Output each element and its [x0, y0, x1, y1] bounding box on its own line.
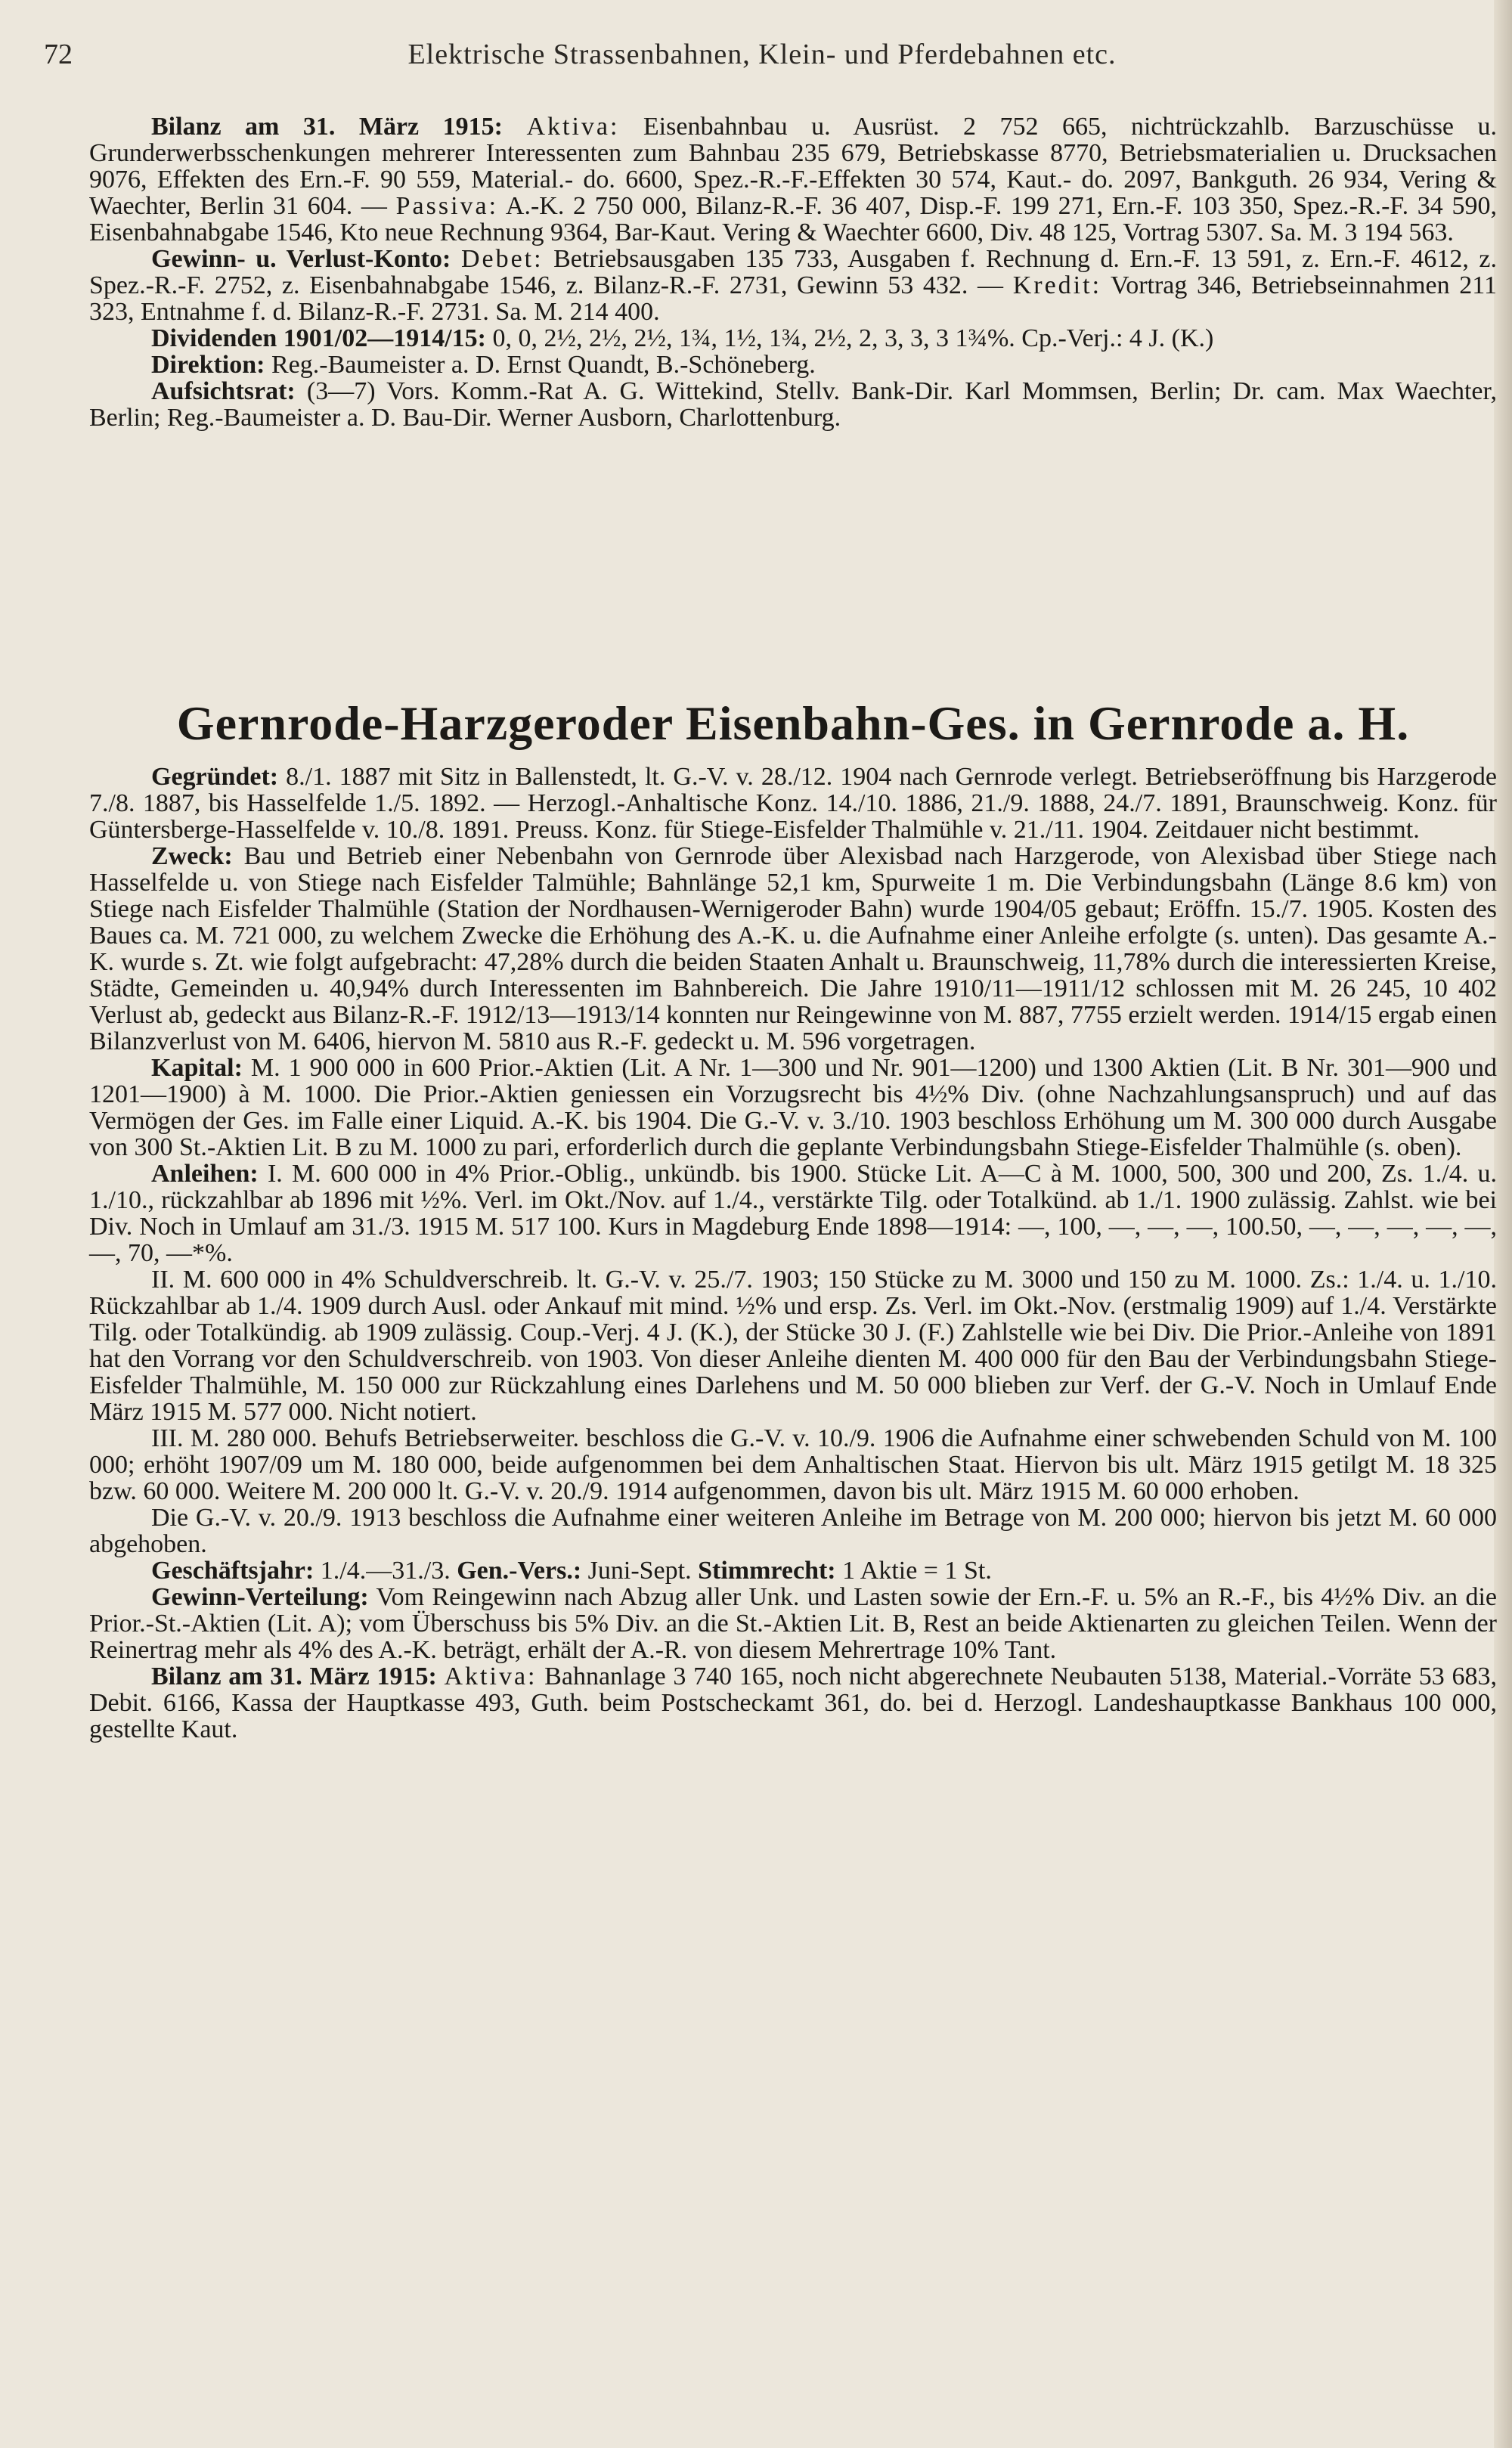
- paragraph-dividenden: Dividenden 1901/02—1914/15: 0, 0, 2½, 2½, 2½, 1¾, 1½, 1¾, 2½, 2, 3, 3, 3 1¾%. Cp.-Verj.: 4 J. (K.): [151, 324, 1214, 352]
- page-header: [44, 33, 1480, 79]
- paragraph-bilanz-1915: Bilanz am 31. März 1915: Aktiva: Bahnanlage 3 740 165, noch nicht abgerechnete Neubauten 5138, Material.-Vorräte 53 683, Debit. 6166, Kassa der Hauptkasse 493, Guth. beim Postscheckamt 361, do. bei d. Herzogl. Landeshauptkasse Bankhaus 100 000, gestellte Kaut.: [89, 1662, 1497, 1743]
- paragraph-gegruendet: Gegründet: 8./1. 1887 mit Sitz in Ballenstedt, lt. G.-V. v. 28./12. 1904 nach Gernrode verlegt. Betriebseröffnung bis Harzgerode 7./8. 1887, bis Hasselfelde 1./5. 1892. — Herzogl.-Anhaltische Konz. 14./10. 1886, 21./9. 1888, 24./7. 1891, Braunschweig. Konz. für Güntersberge-Hasselfelde v. 10./8. 1891. Preuss. Konz. für Stiege-Eisfelder Thalmühle v. 21./11. 1904. Zeitdauer nicht bestimmt.: [89, 763, 1497, 844]
- running-title: Elektrische Strassenbahnen, Klein- und Pferdebahnen etc.: [407, 39, 1117, 70]
- paragraph-direktion: Direktion: Reg.-Baumeister a. D. Ernst Quandt, B.-Schöneberg.: [151, 351, 816, 379]
- page-number: 72: [44, 39, 73, 70]
- paragraph-anleihe-ii: II. M. 600 000 in 4% Schuldverschreib. lt. G.-V. v. 25./7. 1903; 150 Stücke zu M. 3000 und 150 zu M. 1000. Zs.: 1./4. u. 1./10. Rückzahlbar ab 1./4. 1909 durch Ausl. oder Ankauf mit mind. ½% und ersp. Zs. Verl. im Okt.-Nov. (erstmalig 1909) auf 1./4. Verstärkte Tilg. oder Totalkündig. ab 1909 zulässig. Coup.-Verj. 4 J. (K.), der Stücke 30 J. (F.) Zahlstelle wie bei Div. Die Prior.-Anleihe von 1891 hat den Vorrang vor den Schuldverschreib. von 1903. Von dieser Anleihe dienten M. 400 000 für den Bau der Verbindungsbahn Stiege-Eisfelder Thalmühle, M. 150 000 zur Rückzahlung eines Darlehens und M. 50 000 blieben zur Verf. der G.-V. Noch in Umlauf Ende März 1915 M. 577 000. Nicht notiert.: [89, 1266, 1497, 1426]
- paragraph-anleihen: Anleihen: I. M. 600 000 in 4% Prior.-Oblig., unkündb. bis 1900. Stücke Lit. A—C à M. 1000, 500, 300 und 200, Zs. 1./4. u. 1./10., rückzahlbar ab 1896 mit ½%. Verl. im Okt./Nov. auf 1./4., verstärkte Tilg. oder Totalkünd. ab 1./1. 1900 zulässig. Zahlst. wie bei Div. Noch in Umlauf am 31./3. 1915 M. 517 100. Kurs in Magdeburg Ende 1898—1914: —, 100, —, —, —, 100.50, —, —, —, —, —, —, 70, —*%.: [89, 1160, 1497, 1267]
- paragraph-zweck: Zweck: Bau und Betrieb einer Nebenbahn von Gernrode über Alexisbad nach Harzgerode, von Alexisbad über Stiege nach Hasselfelde u. von Stiege nach Eisfelder Talmühle; Bahnlänge 52,1 km, Spurweite 1 m. Die Verbindungsbahn (Länge 8.6 km) von Stiege nach Eisfelder Thalmühle (Station der Nordhausen-Wernigeroder Bahn) wurde 1904/05 gebaut; Eröffn. 15./7. 1905. Kosten des Baues ca. M. 721 000, zu welchem Zwecke die Erhöhung des A.-K. u. die Aufnahme einer Anleihe erfolgte (s. unten). Das gesamte A.-K. wurde s. Zt. wie folgt aufgebracht: 47,28% durch die beiden Staaten Anhalt u. Braunschweig, 11,78% durch die interessierten Kreise, Städte, Gemeinden u. 40,94% durch Interessenten im Bahnbereich. Die Jahre 1910/11—1911/12 schlossen mit M. 26 245, 10 402 Verlust ab, gedeckt aus Bilanz-R.-F. 1912/13—1913/14 konnten nur Reingewinne von M. 887, 7755 erzielt werden. 1914/15 ergab einen Bilanzverlust von M. 6406, hiervon M. 5810 aus R.-F. gedeckt u. M. 596 vorgetragen.: [89, 842, 1497, 1055]
- section-previous-company: [89, 113, 1497, 431]
- section-gernrode-harzgeroder: [89, 764, 1497, 1743]
- paragraph-gewinn-verteilung: Gewinn-Verteilung: Vom Reingewinn nach Abzug aller Unk. und Lasten sowie der Ern.-F. u. 5% an R.-F., bis 4½% Div. an die Prior.-St.-Aktien (Lit. A); vom Überschuss bis 5% Div. an die St.-Aktien Lit. B, Rest an beide Aktienarten zu gleichen Teilen. Wenn der Reinertrag mehr als 4% des A.-K. beträgt, erhält der A.-R. von diesem Mehrertrage 10% Tant.: [89, 1583, 1497, 1664]
- paragraph-geschaeftsjahr: Geschäftsjahr: 1./4.—31./3. Gen.-Vers.: Juni-Sept. Stimmrecht: 1 Aktie = 1 St.: [151, 1557, 992, 1585]
- paragraph-anleihe-1913: Die G.-V. v. 20./9. 1913 beschloss die Aufnahme einer weiteren Anleihe im Betrage von M. 200 000; hiervon bis jetzt M. 60 000 abgehoben.: [89, 1504, 1497, 1558]
- paragraph-gewinn-verlust: Gewinn- u. Verlust-Konto: Debet: Betriebsausgaben 135 733, Ausgaben f. Rechnung d. Ern.-F. 13 591, z. Ern.-F. 4612, z. Spez.-R.-F. 2752, z. Eisenbahnabgabe 1546, z. Bilanz-R.-F. 2731, Gewinn 53 432. — Kredit: Vortrag 346, Betriebseinnahmen 211 323, Entnahme f. d. Bilanz-R.-F. 2731. Sa. M. 214 400.: [89, 245, 1498, 326]
- paragraph-aufsichtsrat: Aufsichtsrat: (3—7) Vors. Komm.-Rat A. G. Wittekind, Stellv. Bank-Dir. Karl Mommsen, Berlin; Dr. cam. Max Waechter, Berlin; Reg.-Baumeister a. D. Bau-Dir. Werner Ausborn, Charlottenburg.: [89, 377, 1497, 432]
- paragraph-anleihe-iii: III. M. 280 000. Behufs Betriebserweiter. beschloss die G.-V. v. 10./9. 1906 die Aufnahme einer schwebenden Schuld von M. 100 000; erhöht 1907/09 um M. 180 000, beide aufgenommen bei dem Anhaltischen Staat. Hiervon bis ult. März 1915 getilgt M. 18 325 bzw. 60 000. Weitere M. 200 000 lt. G.-V. v. 20./9. 1914 aufgenommen, davon bis ult. März 1915 M. 60 000 erhoben.: [89, 1424, 1497, 1505]
- company-title: Gernrode-Harzgeroder Eisenbahn-Ges. in Gernrode a. H.: [176, 696, 1410, 750]
- paragraph-kapital: Kapital: M. 1 900 000 in 600 Prior.-Aktien (Lit. A Nr. 1—300 und Nr. 901—1200) und 1300 Aktien (Lit. B Nr. 301—900 und 1201—1900) à M. 1000. Die Prior.-Aktien geniessen ein Vorzugsrecht bis 4½% Div. (ohne Nachzahlungsanspruch) und auf das Vermögen der Ges. im Falle einer Liquid. A.-K. bis 1904. Die G.-V. v. 3./10. 1903 beschloss Erhöhung um M. 300 000 durch Ausgabe von 300 St.-Aktien Lit. B zu M. 1000 zu pari, erforderlich durch die geplante Verbindungsbahn Stiege-Eisfelder Thalmühle (s. oben).: [89, 1054, 1497, 1161]
- paragraph-bilanz: Bilanz am 31. März 1915: Aktiva: Eisenbahnbau u. Ausrüst. 2 752 665, nichtrückzahlb. Barzuschüsse u. Grunderwerbsschenkungen mehrerer Interessenten zum Bahnbau 235 679, Betriebskasse 8770, Betriebsmaterialien u. Drucksachen 9076, Effekten des Ern.-F. 90 559, Material.- do. 6600, Spez.-R.-F.-Effekten 30 574, Kaut.- do. 2097, Bankguth. 26 934, Vering & Waechter, Berlin 31 604. — Passiva: A.-K. 2 750 000, Bilanz-R.-F. 36 407, Disp.-F. 199 271, Ern.-F. 103 350, Spez.-R.-F. 34 590, Eisenbahnabgabe 1546, Kto neue Rechnung 9364, Bar-Kaut. Vering & Waechter 6600, Div. 48 125, Vortrag 5307. Sa. M. 3 194 563.: [89, 113, 1498, 246]
